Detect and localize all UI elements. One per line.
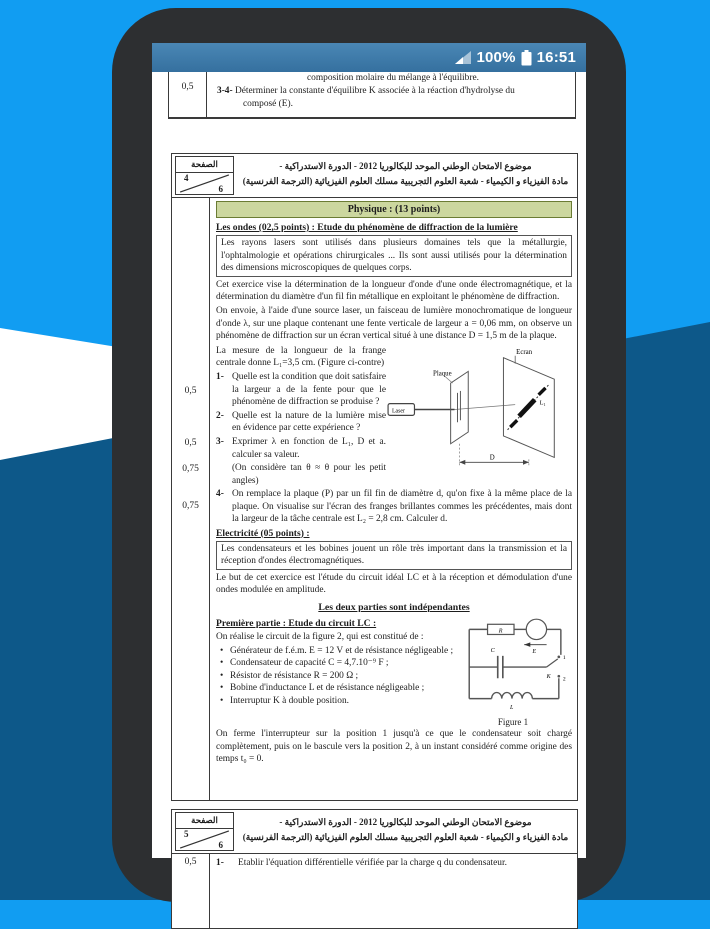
paragraph: Cet exercice vise la détermination de la longueur d'onde d'une onde électromagnétique, et la détermination du diamètre d'un fil fin métallique en exploitant le phénomène de diffraction.: [216, 279, 572, 303]
figure-label-d: D: [489, 454, 495, 462]
page-number-box: [175, 812, 234, 851]
circuit-label-e: E: [532, 648, 537, 655]
text-line: composé (E).: [243, 99, 293, 109]
list-item: • Bobine d'inductance L et de résistance négligeable ;: [220, 682, 454, 695]
phone-frame: [112, 8, 626, 902]
ondes-heading: Les ondes (02,5 points) : Etude du phénomène de diffraction de la lumière: [216, 222, 518, 233]
question-text: Exprimer λ en fonction de L₁, D et a. calculer sa valeur.: [232, 436, 386, 460]
page-label: الصفحة: [176, 157, 233, 173]
page-header: [172, 810, 577, 854]
question-number: 4-: [216, 488, 224, 499]
page-current: 5: [184, 829, 189, 839]
score-column: [169, 72, 207, 117]
content-column: [210, 198, 577, 800]
question-note: (On considère tan θ ≈ θ pour les petit angles): [232, 462, 386, 485]
question-number: 2-: [216, 410, 224, 421]
question-number: 3-4-: [217, 86, 233, 96]
page-total: 6: [218, 840, 223, 850]
subject-banner: Physique : (13 points): [216, 201, 572, 218]
electricite-box: Les condensateurs et les bobines jouent un rôle très important dans la transmission et la réception d'ondes électromagnétiques.: [216, 541, 572, 570]
part1-block: [216, 617, 454, 727]
part1-intro: On réalise le circuit de la figure 2, qui est constitué de :: [216, 632, 424, 643]
circuit-figure: [454, 617, 572, 727]
circuit-label-pos1: 1: [562, 654, 566, 661]
document-viewer[interactable]: [152, 72, 586, 868]
exam-title-line2: مادة الفيزياء و الكيمياء - شعبة العلوم التجريبية مسلك العلوم الفيزيائية (الترجمة الفرنسية): [242, 832, 569, 842]
paragraph: On envoie, à l'aide d'une source laser, un faisceau de lumière monochromatique de longueur d'onde λ, sur une plaque contenant une fente verticale de largeur a = 0,06 mm, on observe un phénomène de diffraction sur un écran vertical situé à une distance D = 1,5 m de la plaque.: [216, 305, 572, 342]
figure-label-ecran: Ecran: [516, 348, 533, 356]
list-item: • Résistor de résistance R = 200 Ω ;: [220, 670, 454, 683]
circuit-label-l: L: [509, 704, 514, 711]
electricite-heading: Electricité (05 points) :: [216, 527, 310, 539]
closing-paragraph: On ferme l'interrupteur sur la position 1 jusqu'à ce que le condensateur soit chargé complètement, puis on le bascule vers la position 2, à un instant considéré comme origine des temps t₀ = 0.: [216, 729, 572, 765]
figure-label-plaque: Plaque: [433, 370, 452, 378]
page-total: 6: [218, 184, 223, 194]
status-bar: [152, 43, 586, 72]
clock: 16:51: [536, 49, 576, 66]
exam-page-4: [171, 153, 578, 801]
page-current: 4: [184, 173, 189, 183]
figure-caption: Figure 1: [497, 717, 529, 728]
part1-heading: Première partie : Etude du circuit LC :: [216, 618, 377, 630]
exam-title-arabic: [234, 810, 577, 853]
content-column: [210, 854, 577, 928]
question-score: 0,5: [184, 386, 197, 396]
battery-icon: [521, 50, 532, 66]
question-score: 0,75: [182, 464, 199, 474]
exam-page-5: [171, 809, 578, 929]
circuit-label-c: C: [490, 647, 495, 654]
questions-1-3: [216, 344, 386, 487]
exam-title-line1: موضوع الامتحان الوطني الموحد للبكالوريا 2012 - الدورة الاستدراكية -: [279, 817, 532, 827]
list-item: • Interruptur K à double position.: [220, 695, 454, 708]
question-number: 1-: [216, 858, 224, 868]
text-line: composition molaire du mélange à l'équilibre.: [307, 73, 479, 83]
page-fraction: [176, 173, 233, 194]
text-line: Déterminer la constante d'équilibre K associée à la réaction d'hydrolyse du: [234, 86, 515, 96]
question-text: Quelle est la condition que doit satisfaire la largeur a de la fente pour que le phénomène de diffraction se produise ?: [232, 371, 386, 408]
circuit-label-pos2: 2: [562, 676, 566, 683]
question-number: 3-: [216, 436, 224, 447]
page-body: [172, 854, 577, 928]
figure-label-l1: L₁: [539, 399, 546, 407]
score-column: [172, 198, 210, 800]
page-header: [172, 154, 577, 198]
question-score: 0,75: [182, 501, 199, 511]
question-number: 1-: [216, 371, 224, 382]
list-item: • Condensateur de capacité C = 4,7.10⁻⁹ F ;: [220, 657, 454, 670]
phone-screen: [152, 43, 586, 868]
circuit-label-k: K: [546, 674, 551, 681]
question-text: Quelle est la nature de la lumière mise en évidence par cette expérience ?: [232, 410, 386, 434]
score-column: [172, 854, 210, 928]
figure-label-laser: Laser: [391, 408, 405, 415]
question-text: Etablir l'équation différentielle vérifiée par la charge q du condensateur.: [238, 858, 507, 868]
question-score: 0,5: [184, 857, 197, 867]
diffraction-figure: [386, 344, 572, 487]
signal-icon: [455, 51, 471, 64]
component-list: [216, 645, 454, 708]
page-fraction: [176, 829, 233, 850]
prev-page-text: [207, 72, 575, 117]
exam-title-line2: مادة الفيزياء و الكيمياء - شعبة العلوم التجريبية مسلك العلوم الفيزيائية (الترجمة الفرنسية): [242, 176, 569, 186]
paragraph: La mesure de la longueur de la frange centrale donne L₁=3,5 cm. (Figure ci-contre): [216, 345, 386, 369]
parts-heading: Les deux parties sont indépendantes: [318, 602, 470, 614]
question-score: 0,5: [181, 82, 194, 92]
circuit-label-r: R: [498, 628, 503, 635]
exam-title-arabic: [234, 154, 577, 197]
list-item: • Générateur de f.é.m. E = 12 V et de résistance négligeable ;: [220, 645, 454, 658]
battery-percent: 100%: [476, 49, 516, 66]
exam-title-line1: موضوع الامتحان الوطني الموحد للبكالوريا 2012 - الدورة الاستدراكية -: [279, 161, 532, 171]
question-score: 0,5: [184, 438, 197, 448]
page-body: [172, 198, 577, 800]
prev-page-fragment: [168, 72, 576, 119]
page-label: الصفحة: [176, 813, 233, 829]
intro-box: Les rayons lasers sont utilisés dans plusieurs domaines tels que la métallurgie, l'ophtalmologie et opérations chirurgicales ... Ils sont aussi utilisés pour la détermination des dimensions microscopiques de quelques corps.: [216, 235, 572, 277]
question-text: On remplace la plaque (P) par un fil fin de diamètre d, qu'on fixe à la même place de la plaque. On visualise sur l'écran des franges brillantes commes les précédentes, mais dont la largeur de la tâche centrale est L₂ = 2,8 cm. Calculer d.: [232, 488, 572, 525]
paragraph: Le but de cet exercice est l'étude du circuit idéal LC et à la réception et démodulation d'une ondes modulée en amplitude.: [216, 572, 572, 596]
page-number-box: [175, 156, 234, 195]
